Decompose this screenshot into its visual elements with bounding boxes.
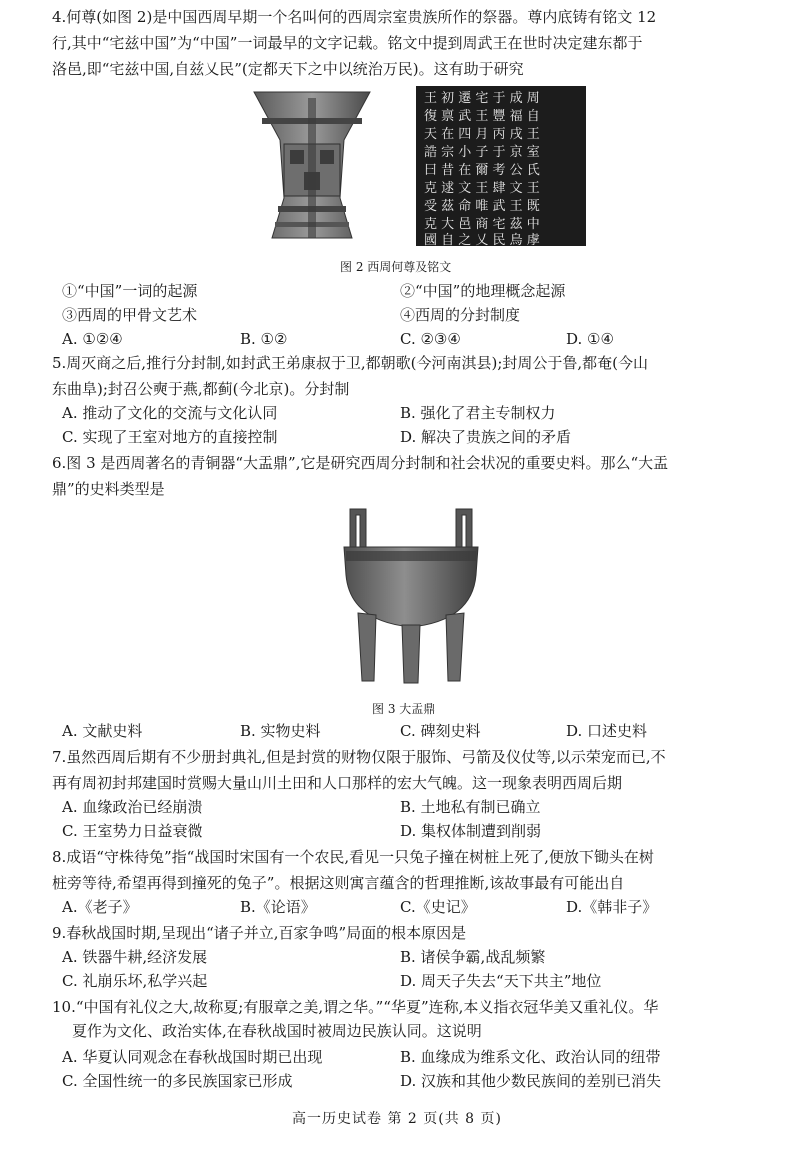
q9-stem-line-1: 9.春秋战国时期,呈现出“诸子并立,百家争鸣”局面的根本原因是 xyxy=(52,924,467,942)
q7-option-b[interactable]: B. 土地私有制已确立 xyxy=(400,798,541,816)
q9-option-d[interactable]: D. 周天子失去“天下共主”地位 xyxy=(400,972,602,990)
q10-option-d[interactable]: D. 汉族和其他少数民族间的差别已消失 xyxy=(400,1072,662,1090)
q9-option-b[interactable]: B. 诸侯争霸,战乱频繁 xyxy=(400,948,546,966)
inscription-rubbing-image xyxy=(416,86,586,246)
q4-option-d[interactable]: D. ①④ xyxy=(566,330,614,348)
svg-text:誥 宗 小 子 于 京 室: 誥 宗 小 子 于 京 室 xyxy=(424,145,540,160)
svg-text:受 茲 命 唯 武 王 既: 受 茲 命 唯 武 王 既 xyxy=(424,199,540,214)
q6-option-a[interactable]: A. 文献史料 xyxy=(62,722,143,740)
da-yu-ding-image xyxy=(336,505,486,687)
q8-option-b[interactable]: B.《论语》 xyxy=(240,898,316,916)
q9-option-c[interactable]: C. 礼崩乐坏,私学兴起 xyxy=(62,972,208,990)
svg-text:曰 昔 在 爾 考 公 氏: 曰 昔 在 爾 考 公 氏 xyxy=(424,163,540,178)
q4-stem-line-2: 行,其中“宅兹中国”为“中国”一词最早的文字记载。铭文中提到周武王在世时决定建东都于 xyxy=(52,34,643,52)
q10-option-c[interactable]: C. 全国性统一的多民族国家已形成 xyxy=(62,1072,293,1090)
q5-option-c[interactable]: C. 实现了王室对地方的直接控制 xyxy=(62,428,278,446)
svg-text:天 在 四 月 丙 戌 王: 天 在 四 月 丙 戌 王 xyxy=(424,127,540,142)
figure-3-caption: 图 3 大盂鼎 xyxy=(372,702,436,716)
q8-option-a[interactable]: A.《老子》 xyxy=(62,898,138,916)
q5-stem-line-2: 东曲阜);封召公奭于燕,都蓟(今北京)。分封制 xyxy=(52,380,350,398)
q10-stem-line-1: 10.“中国有礼仪之大,故称夏;有服章之美,谓之华。”“华夏”连称,本义指衣冠华美又重礼仪。华 xyxy=(52,998,659,1016)
q4-item-4: ④西周的分封制度 xyxy=(400,306,521,324)
svg-text:國 自 之 乂 民 烏 虖: 國 自 之 乂 民 烏 虖 xyxy=(424,233,540,246)
q4-option-b[interactable]: B. ①② xyxy=(240,330,288,348)
q4-option-c[interactable]: C. ②③④ xyxy=(400,330,461,348)
q4-option-a[interactable]: A. ①②④ xyxy=(62,330,123,348)
q4-item-2: ②“中国”的地理概念起源 xyxy=(400,282,566,300)
q10-option-a[interactable]: A. 华夏认同观念在春秋战国时期已出现 xyxy=(62,1048,323,1066)
q6-stem-line-2: 鼎”的史料类型是 xyxy=(52,480,165,498)
q6-stem-line-1: 6.图 3 是西周著名的青铜器“大盂鼎”,它是研究西周分封制和社会状况的重要史料。那么“大盂 xyxy=(52,454,669,472)
q4-item-1: ①“中国”一词的起源 xyxy=(62,282,198,300)
q9-option-a[interactable]: A. 铁器牛耕,经济发展 xyxy=(62,948,208,966)
q7-stem-line-2: 再有周初封邦建国时赏赐大量山川土田和人口那样的宏大气魄。这一现象表明西周后期 xyxy=(52,774,623,792)
svg-text:復 禀 武 王 豐 福 自: 復 禀 武 王 豐 福 自 xyxy=(424,109,540,124)
svg-text:克 逑 文 王 肆 文 王: 克 逑 文 王 肆 文 王 xyxy=(424,181,540,196)
q8-stem-line-2: 桩旁等待,希望再得到撞死的兔子”。根据这则寓言蕴含的哲理推断,该故事最有可能出自 xyxy=(52,874,625,892)
q5-option-a[interactable]: A. 推动了文化的交流与文化认同 xyxy=(62,404,278,422)
q4-item-3: ③西周的甲骨文艺术 xyxy=(62,306,198,324)
q7-stem-line-1: 7.虽然西周后期有不少册封典礼,但是封赏的财物仅限于服饰、弓箭及仪仗等,以示荣宠而已,不 xyxy=(52,748,666,766)
q4-stem-line-1: 4.何尊(如图 2)是中国西周早期一个名叫何的西周宗室贵族所作的祭器。尊内底铸有铭文 12 xyxy=(52,8,657,26)
q6-option-d[interactable]: D. 口述史料 xyxy=(566,722,648,740)
he-zun-vessel-image xyxy=(248,88,376,246)
q8-option-d[interactable]: D.《韩非子》 xyxy=(566,898,658,916)
page-footer: 高一历史试卷 第 2 页(共 8 页) xyxy=(292,1111,502,1127)
q5-option-d[interactable]: D. 解决了贵族之间的矛盾 xyxy=(400,428,572,446)
q4-stem-line-3: 洛邑,即“宅兹中国,自兹乂民”(定都天下之中以统治万民)。这有助于研究 xyxy=(52,60,524,78)
q5-stem-line-1: 5.周灭商之后,推行分封制,如封武王弟康叔于卫,都朝歌(今河南淇县);封周公于鲁,都奄(今山 xyxy=(52,354,648,372)
q5-option-b[interactable]: B. 强化了君主专制权力 xyxy=(400,404,556,422)
q6-option-c[interactable]: C. 碑刻史料 xyxy=(400,722,481,740)
svg-text:克 大 邑 商 宅 茲 中: 克 大 邑 商 宅 茲 中 xyxy=(424,217,540,232)
q7-option-a[interactable]: A. 血缘政治已经崩溃 xyxy=(62,798,203,816)
q10-option-b[interactable]: B. 血缘成为维系文化、政治认同的纽带 xyxy=(400,1048,661,1066)
q8-stem-line-1: 8.成语“守株待兔”指“战国时宋国有一个农民,看见一只兔子撞在树桩上死了,便放下锄头在树 xyxy=(52,848,654,866)
q6-option-b[interactable]: B. 实物史料 xyxy=(240,722,321,740)
figure-2-caption: 图 2 西周何尊及铭文 xyxy=(340,260,452,274)
q10-stem-line-2: 夏作为文化、政治实体,在春秋战国时被周边民族认同。这说明 xyxy=(72,1022,482,1040)
q7-option-c[interactable]: C. 王室势力日益衰微 xyxy=(62,822,203,840)
q8-option-c[interactable]: C.《史记》 xyxy=(400,898,476,916)
svg-text:王 初 遷 宅 于 成 周: 王 初 遷 宅 于 成 周 xyxy=(424,91,540,106)
q7-option-d[interactable]: D. 集权体制遭到削弱 xyxy=(400,822,542,840)
